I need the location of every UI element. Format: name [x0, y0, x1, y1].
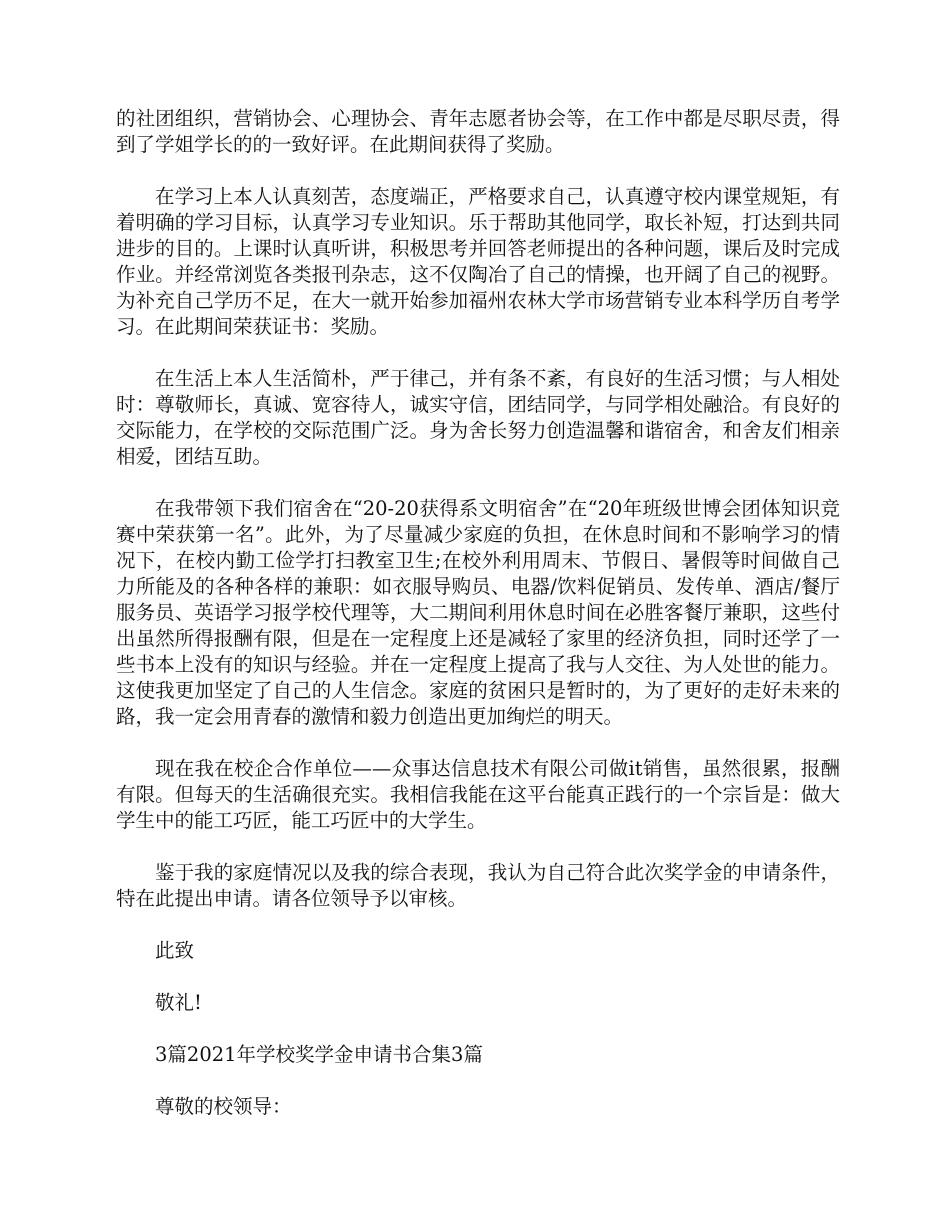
document-body [116, 106, 840, 1146]
paragraph-4: 在我带领下我们宿舍在“20-20获得系文明宿舍”在“20年班级世博会团体知识竞赛中荣获第一名”。此外，为了尽量减少家庭的负担，在休息时间和不影响学习的情况下，在校内勤工俭学打扫教室卫生;在校外利用周末、节假日、暑假等时间做自己力所能及的各种各样的兼职：如衣服导购员、电器/饮料促销员、发传单、酒店/餐厅服务员、英语学习报学校代理等，大二期间利用休息时间在必胜客餐厅兼职，这些付出虽然所得报酬有限，但是在一定程度上还是减轻了家里的经济负担，同时还学了一些书本上没有的知识与经验。并在一定程度上提高了我与人交往、为人处世的能力。这使我更加坚定了自己的人生信念。家庭的贫困只是暂时的，为了更好的走好未来的路，我一定会用青春的激情和毅力创造出更加绚烂的明天。 [116, 497, 840, 728]
paragraph-2: 在学习上本人认真刻苦，态度端正，严格要求自己，认真遵守校内课堂规矩，有着明确的学习目标，认真学习专业知识。乐于帮助其他同学，取长补短，打达到共同进步的目的。上课时认真听讲，积极思考并回答老师提出的各种问题，课后及时完成作业。并经常浏览各类报刊杂志，这不仅陶冶了自己的情操，也开阔了自己的视野。为补充自己学历不足，在大一就开始参加福州农林大学市场营销专业本科学历自考学习。在此期间荣获证书：奖励。 [116, 185, 840, 338]
closing-line-2: 敬礼! [155, 991, 202, 1014]
salutation: 尊敬的校领导： [155, 1095, 292, 1118]
paragraph-1: 的社团组织，营销协会、心理协会、青年志愿者协会等，在工作中都是尽职尽责，得到了学姐学长的的一致好评。在此期间获得了奖励。 [116, 107, 840, 156]
paragraph-6: 鉴于我的家庭情况以及我的综合表现，我认为自己符合此次奖学金的申请条件，特在此提出申请。请各位领导予以审核。 [116, 861, 840, 910]
closing-line-1: 此致 [155, 939, 195, 962]
paragraph-5: 现在我在校企合作单位——众事达信息技术有限公司做it销售，虽然很累，报酬有限。但每天的生活确很充实。我相信我能在这平台能真正践行的一个宗旨是：做大学生中的能工巧匠，能工巧匠中的大学生。 [116, 757, 840, 832]
section-heading: 3篇2021年学校奖学金申请书合集3篇 [155, 1043, 483, 1066]
paragraph-3: 在生活上本人生活简朴，严于律己，并有条不紊，有良好的生活习惯；与人相处时：尊敬师长，真诚、宽容待人，诚实守信，团结同学，与同学相处融洽。有良好的交际能力，在学校的交际范围广泛。身为舍长努力创造温馨和谐宿舍，和舍友们相亲相爱，团结互助。 [116, 367, 840, 468]
